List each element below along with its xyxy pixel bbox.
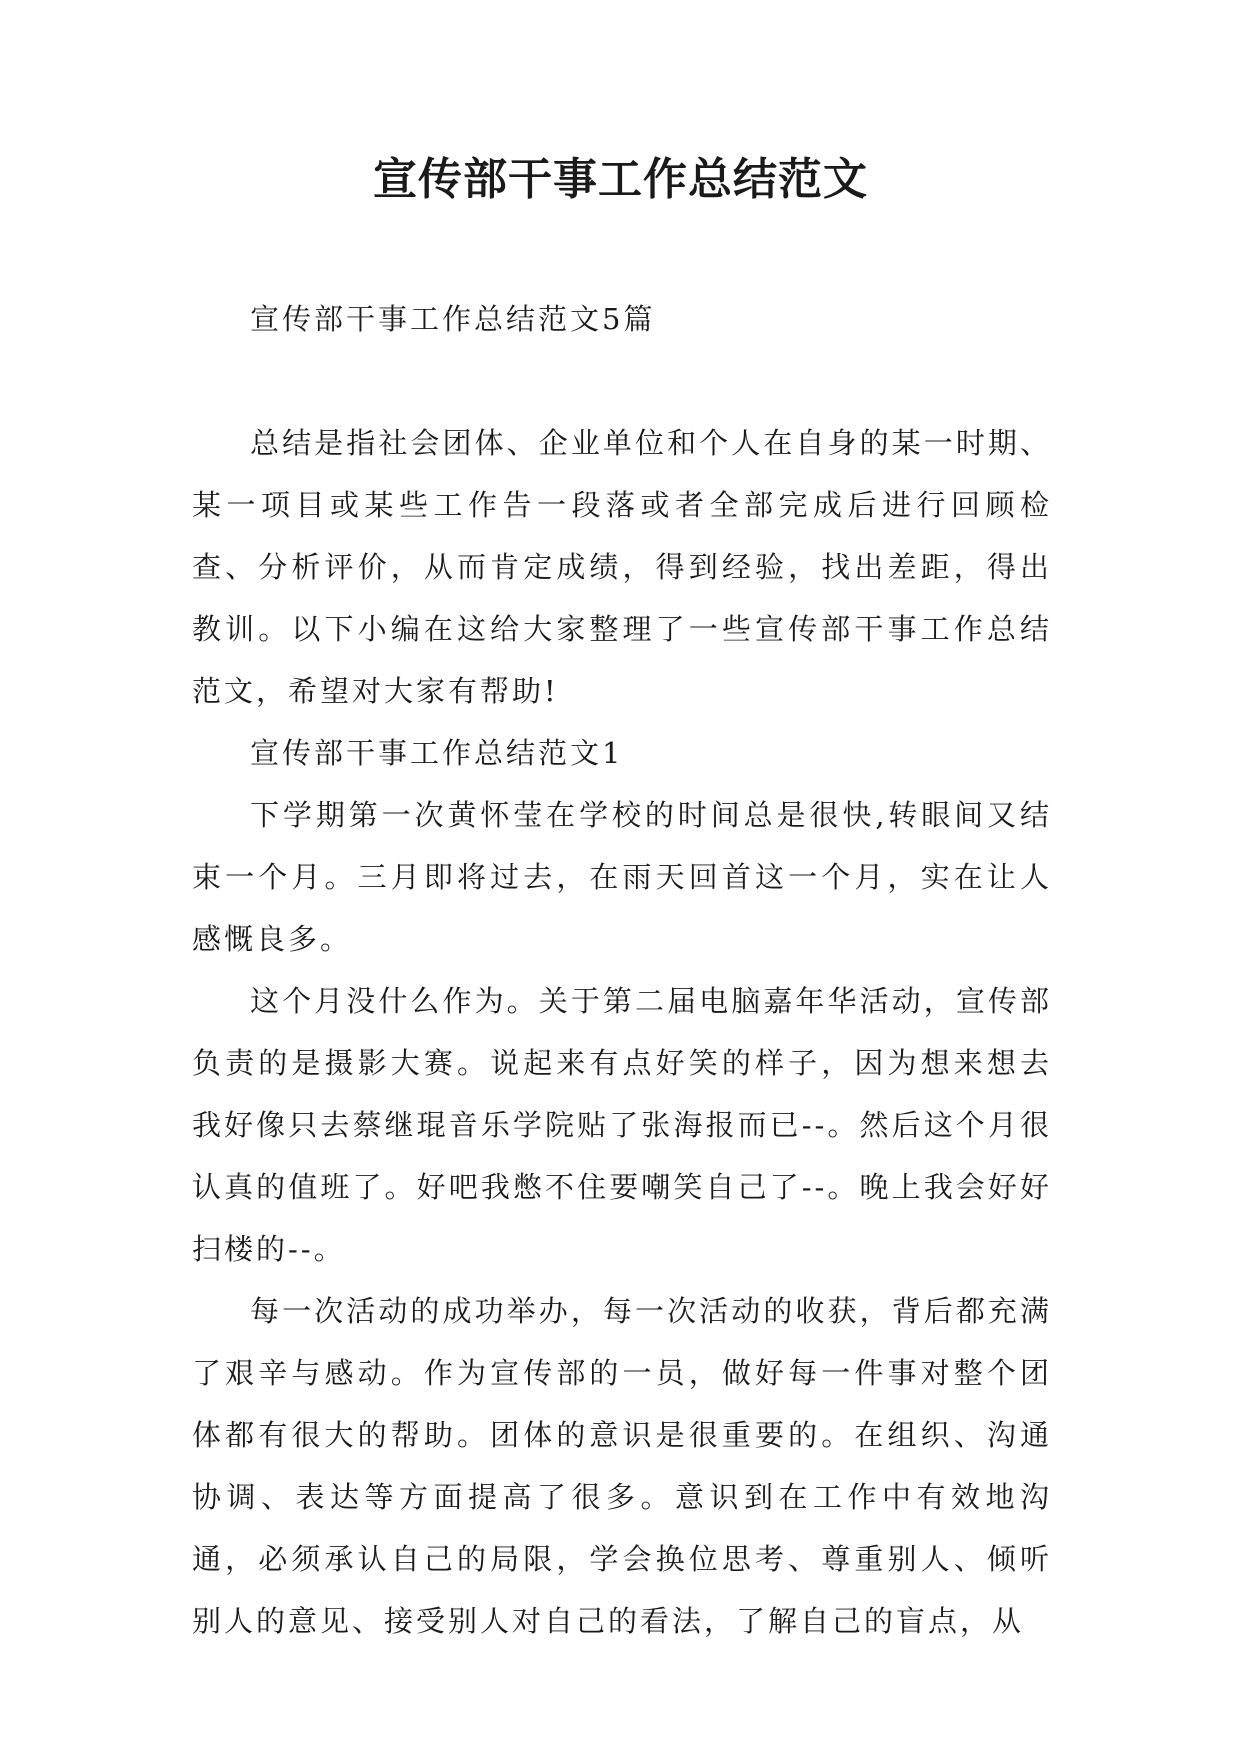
paragraph: 这个月没什么作为。关于第二届电脑嘉年华活动，宣传部负责的是摄影大赛。说起来有点好笑的样子，因为想来想去我好像只去蔡继琨音乐学院贴了张海报而已--。然后这个月很认真的值班了。好吧我憋不住要嘲笑自己了--。晚上我会好好扫楼的--。: [192, 984, 1052, 1266]
paragraph-intro: 总结是指社会团体、企业单位和个人在自身的某一时期、某一项目或某些工作告一段落或者全部完成后进行回顾检查、分析评价，从而肯定成绩，得到经验，找出差距，得出教训。以下小编在这给大家整理了一些宣传部干事工作总结范文，希望对大家有帮助!: [192, 426, 1052, 708]
section-heading-1: 宣传部干事工作总结范文1: [250, 736, 624, 770]
paragraph: 下学期第一次黄怀莹在学校的时间总是很快,转眼间又结束一个月。三月即将过去，在雨天回首这一个月，实在让人感慨良多。: [192, 798, 1052, 956]
document-title: 宣传部干事工作总结范文: [373, 154, 868, 205]
document-subtitle: 宣传部干事工作总结范文5篇: [250, 302, 656, 336]
paragraph: 每一次活动的成功举办，每一次活动的收获，背后都充满了艰辛与感动。作为宣传部的一员，做好每一件事对整个团体都有很大的帮助。团体的意识是很重要的。在组织、沟通协调、表达等方面提高了很多。意识到在工作中有效地沟通，必须承认自己的局限，学会换位思考、尊重别人、倾听别人的意见、接受别人对自己的看法，了解自己的盲点，从: [192, 1294, 1052, 1638]
document-body: [192, 288, 1052, 1652]
